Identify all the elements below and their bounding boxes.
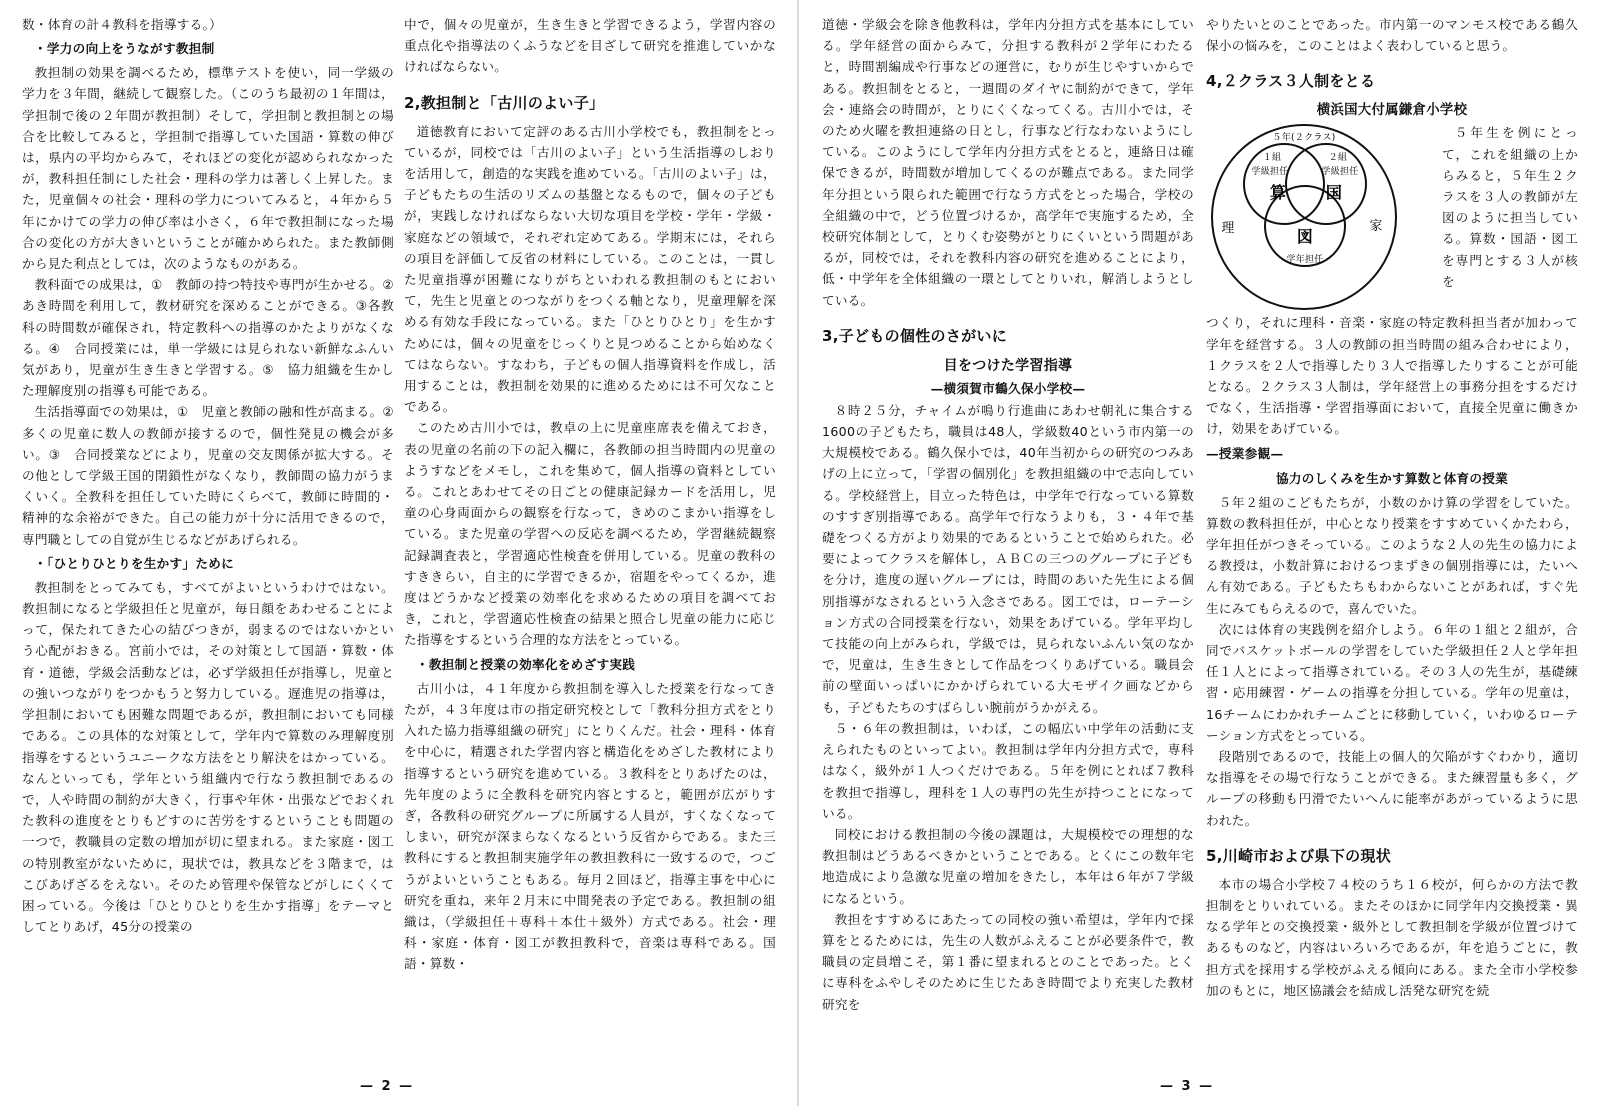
section-heading-4: 4,２クラス３人制をとる	[1206, 72, 1376, 91]
paragraph: このため古川小では，教卓の上に児童座席表を備えておき，表の児童の名前の下の記入欄に，各教師の担当時間内の児童のようすなどをメモし，これを集めて，個人指導の資料としている。これとあわせてその日ごとの健康記録カードを活用し，児童の心身両面からの観察を行なって，きめのこまかい指導をしている。また児童の学習への反応を調べるため，学習継続観察記録調査表と，学習適応性検査を併用している。児童の教科のすききらい，自主的に学習できるか，宿題をやってくるか，進度はどうかなど授業の効率化を求めるための項目を調べておき，これと，学習適応性検査の結果と照合し児童の能力に応じた指導をするという合理的な方法をとっている。	[404, 420, 776, 648]
paragraph: 教科面での成果は，① 教師の持つ特技や専門が生かせる。② あき時間を利用して，教材研究を深めることができる。③各教科の時間数が確保され，特定教科への指導のかたよりがなくなる。④ 合同授業には，単一学級には見られない新鮮なふんい気があり，児童が生き生きと学習する。⑤ 協力組織を生かした理解度別の指導も可能である。	[22, 277, 407, 399]
left-column-2	[404, 14, 776, 975]
figure-row	[1206, 122, 1578, 312]
page-gutter	[797, 0, 799, 1106]
section-heading-3-line2: 目をつけた学習指導	[943, 357, 1073, 374]
subheading-kyoryoku: 協力のしくみを生かす算数と体育の授業	[1275, 470, 1509, 486]
figure-label-1kumi: １組	[1262, 153, 1282, 164]
subheading-kouritsu: ・教担制と授業の効率化をめざす実践	[416, 656, 636, 672]
page-number: — 2 —	[360, 1079, 415, 1094]
paragraph: 段階別であるので，技能上の個人的欠陥がすぐわかり，適切な指導をその場で行なうことができる。また練習量も多く，グループの移動も円滑でたいへんに能率があがっているように思われた。	[1206, 749, 1578, 828]
section-heading-5: 5,川崎市および県下の現状	[1206, 846, 1392, 865]
figure-label-kyuugai-right: 学級担任	[1321, 167, 1359, 178]
figure-label-2kumi: ２組	[1328, 153, 1348, 164]
page-2	[0, 0, 790, 1106]
figure-right-subject: 家	[1369, 219, 1383, 235]
subheading-gakuryoku: ・学力の向上をうながす教担制	[34, 41, 215, 57]
paragraph: 本市の場合小学校７４校のうち１６校が，何らかの方法で教担制をとりいれている。またそのほかに同学年内交換授業・異なる学年との交換授業・級外として教担制を学級が位置づけてあるものなど，内容はいろいろであるが，年を追うごとに，教担方式を採用する学校がふえる傾向にある。また全市小学校参加のもとに，地区協議会を結成し活発な研究を続	[1206, 876, 1578, 998]
paragraph: ５・６年の教担制は，いわば，この幅広い中学年の活動に支えられたものといってよい。教担制は学年内分担方式で，専科はなく，級外が１人つくだけである。５年を例にとれば７教科を教担で指導し，理科を１人の専門の先生が持つことになっている。	[822, 720, 1194, 821]
figure-circle-san: 算	[1269, 183, 1287, 203]
paragraph: 道徳教育において定評のある古川小学校でも，教担制をとっているが，同校では「古川のよい子」という生活指導のしおりを活用して，創造的な実践を進めている。「古川のよい子」は，子どもたちの生活のリズムの基盤となるもので，個々の子どもが，実践しなければならない大切な項目を学校・学年・学級・家庭などの領域で，それぞれ定めてある。学期末には，それらの項目を評価して反省の材料にしている。このことは，一貫した児童指導が困難になりがちといわれる教担制のもとにおいて，先生と児童とのつながりをつくる軸となり，児童理解を深める有効な手段になっている。また「ひとりひとり」を生かすためには，個々の児童をじっくりと見つめることから始めなくてはならない。すなわち，子どもの個人指導資料を作成し，活用することは，教担制を効果的に進めるためには不可欠なことである。	[404, 123, 776, 415]
page-number: — 3 —	[1160, 1079, 1215, 1094]
figure-left-subject: 理	[1221, 221, 1235, 237]
venn-diagram	[1206, 122, 1434, 312]
school-byline: —横須賀市鶴久保小学校—	[930, 380, 1086, 396]
paragraph: やりたいとのことであった。市内第一のマンモス校である鶴久保小の悩みを，このことはよく表わしていると思う。	[1206, 17, 1578, 54]
page-3	[810, 0, 1600, 1106]
paragraph: 同校における教担制の今後の課題は，大規模校での理想的な教担制はどうあるべきかということである。とくにこの数年宅地造成により急激な児童の増加をきたし，本年は６年が７学級になるという。	[822, 826, 1194, 906]
figure-circle-koku: 国	[1325, 183, 1343, 203]
paragraph: 道徳・学級会を除き他教科は，学年内分担方式を基本にしている。学年経営の面からみて，分担する教科が２学年にわたると，時間割編成や行事などの運営に，むりが生じやすいからである。教担制をとると，一週間のダイヤに制約ができて，学年会・連絡会の時間が，とりにくくなってくる。古川小では，そのため火曜を教担連絡の日とし，行事など行なわないようにしている。このようにして学年内分担方式をとると，連絡日は確保できるが，時間数が増加してくるのが難点である。また同学年分担という限られた範囲で行なう方式をとった場合，学校の全組織の中で，どう位置づけるか，高学年で実施するため，全校研究体制として，とりくむ姿勢がとりにくいという問題があるが，同校では，それを教科内容の研究を進めることにより，低・中学年を全体組織の一環としてとりいれ，解消しようとしている。	[822, 17, 1194, 308]
right-column-1	[822, 14, 1194, 1015]
paragraph: 教担をすすめるにあたっての同校の強い希望は，学年内で採算をとるためには，先生の人数がふえることが必要条件で，教職員の定員増こそ，第１番に望まれるとのことであった。とくに専科をふやしそのために生じたあき時間でより充実した教材研究を	[822, 911, 1194, 1012]
paragraph: つくり，それに理科・音楽・家庭の特定教科担当者が加わって学年を経営する。３人の教師の担当時間の組み合わせにより，１クラスを２人で指導したり３人で指導したりすることが可能となる。２クラス３人制は，学年経営上の事務分担をするだけでなく，生活指導・学習指導面において，直接全児童に働きかけ，効果をあげている。	[1206, 315, 1578, 437]
figure-circle-zu: 図	[1296, 227, 1314, 247]
paragraph: ８時２５分，チャイムが鳴り行進曲にあわせ朝礼に集合する1600の子どもたち，職員は48人，学級数40という市内第一の大規模校である。鶴久保小では，40年当初からの研究のつみあげの上に立って，「学習の個別化」を教担組織の中で志向している。学校経営上，目立った特色は，中学年で行なっている算数のすすぎ別指導である。高学年で行なうよりも，３・４年で基礎をつくる方がより効果的であるということで始められた。必要によってクラスを解体し，ＡＢＣの三つのグループに子どもを分け，進度の遅いグループには，時間のあいた先生による個別指導がなされるという入念さである。図工では，ローテーション方式の合同授業を行ない，効果をあげている。学年平均して技能の向上がみられ，学級では，見られないふんい気のなかで，児童は，生き生きとして作品をつくりあげている。職員会前の壁面いっぱいにかかげられている大モザイク画などからも，子どもたちのすばらしい腕前がうかがえる。	[822, 402, 1194, 715]
paragraph: 教担制の効果を調べるため，標準テストを使い，同一学級の学力を３年間，継続して観察した。（このうち最初の１年間は，学担制で後の２年間が教担制）そして，学担制と教担制との場合を比較してみると，学担制で指導していた国語・算数の伸びは，県内の平均からみて，それほどの変化が認められなかったが，教科担任制にした社会・理科の学力は著しく上昇した。また，児童個々の社会・理科の学力についてみると，４年から５年にかけての学力の伸び率は小さく，６年で教担制になった場合の変化の方が大きいということが確かめられた。また教師側から見た利点としては，次のようなものがある。	[22, 65, 394, 272]
paragraph: ５年２組のこどもたちが，小数のかけ算の学習をしていた。算数の教科担任が，中心となり授業をすすめていくかたわら，学年担任がつきそっている。このような２人の先生の協力による教授は，小数計算におけるつまずきの個別指導には，たいへん有効である。子どもたちもわからないことがあれば，すぐ先生にみてもらえるので，喜んでいた。	[1206, 494, 1578, 616]
paragraph: 生活指導面での効果は，① 児童と教師の融和性が高まる。② 多くの児童に数人の教師が接するので，個性発見の機会が多い。③ 合同授業などにより，児童の交友関係が拡大する。その他として学級王国的閉鎖性がなくなり，教師間の協力がうまくいく。全教科を担任していた時にくらべて，教師に時間的・精神的な余裕ができた。自己の能力が十分に活用できるので，専門職としての自覚が生じるなどがあげられる。	[22, 404, 407, 547]
paragraph: 教担制をとってみても，すべてがよいというわけではない。教担制になると学級担任と児童が，毎日顔をあわせることによって，保たれてきた心の結びつきが，弱まるのではないかという心配がおきる。宮前小では，その対策として国語・算数・体育・道徳，学級会活動などは，必ず学級担任が指導し，児童との強いつながりをつかもうと努力している。遅進児の指導は，学担制においても困難な問題であるが，教担制においても同様である。この具体的な対策として，学年内で算数のみ理解度別指導をするというユニークな方法をとり解決をはかっている。なんといっても，学年という組織内で行なう教担制であるので，人や時間の制約が大きく，行事や年休・出張などでおくれた教科の進度をとりもどすのに苦労をするということも問題の一つで，教職員の定数の増加が切に望まれる。また家庭・図工の特別教室がないために，現状では，教具などを３階まで，はこびあげざるをえない。そのため管理や保管などがしにくくて困っている。今後は「ひとりひとりを生かす指導」をテーマとしてとりあげ，45分の授業の	[22, 579, 394, 935]
school-name: 横浜国大付属鎌倉小学校	[1316, 103, 1468, 119]
subheading-hitori: ・「ひとりひとりを生かす」ために	[34, 555, 234, 571]
right-column-2	[1206, 14, 1578, 1001]
paragraph: 数・体育の計４教科を指導する。）	[22, 17, 222, 32]
figure-label-kyuugai-left: 学級担任	[1251, 167, 1289, 178]
section-heading-3: 3,子どもの個性のさがいに	[822, 326, 1008, 345]
paragraph: 中で，個々の児童が，生き生きと学習できるよう，学習内容の重点化や指導法のくふうなどを目ざして研究を推進していかなければならない。	[404, 17, 776, 75]
paragraph: ５年生を例にとって，これを組織の上からみると，５年生２クラスを３人の教師が左図のように担当している。算数・国語・図工を専門とする３人が核を	[1442, 125, 1578, 289]
paragraph: 古川小は，４１年度から教担制を導入した授業を行なってきたが，４３年度は市の指定研究校として「教科分担方式をとり入れた協力指導組織の研究」にとりくんだ。社会・理科・体育を中心に，精選された学習内容と構造化をめざした教材により指導するという研究を進めている。３教科をとりあげたのは，先年度のように全教科を研究内容とすると，範囲が広がりすぎ，各教科の研究グループに所属する人員が，すくなくなってしまい，研究が深まらなくなるという反省からである。また三教科にすると教担制実施学年の教担教科に一致するので，つごうがよいということもある。毎月２回ほど，指導主事を中心に研究を重ね，来年２月末に中間発表の予定である。教担制の組織は，（学級担任＋専科＋本仕＋級外）方式である。社会・理科・家庭・体育・図工が教担教科で，音楽は専科である。国語・算数・	[404, 680, 776, 972]
figure-label-gakunen: 学年担任	[1286, 255, 1324, 266]
figure-top-label: ５年(２クラス)	[1272, 133, 1336, 144]
section-heading-2: 2,教担制と「古川のよい子」	[404, 93, 605, 112]
left-column-1	[22, 14, 407, 937]
paragraph: 次には体育の実践例を紹介しよう。６年の１組と２組が，合同でバスケットボールの学習をしていた学級担任２人と学年担任１人とによって指導されている。その３人の先生が，基礎練習・応用練習・ゲームの指導を分担している。学年の児童は，16チームにわかれチームごとに移動していく，いわゆるローテーション方式をとっている。	[1206, 621, 1578, 743]
subheading-jugyo: —授業参観—	[1206, 445, 1284, 461]
